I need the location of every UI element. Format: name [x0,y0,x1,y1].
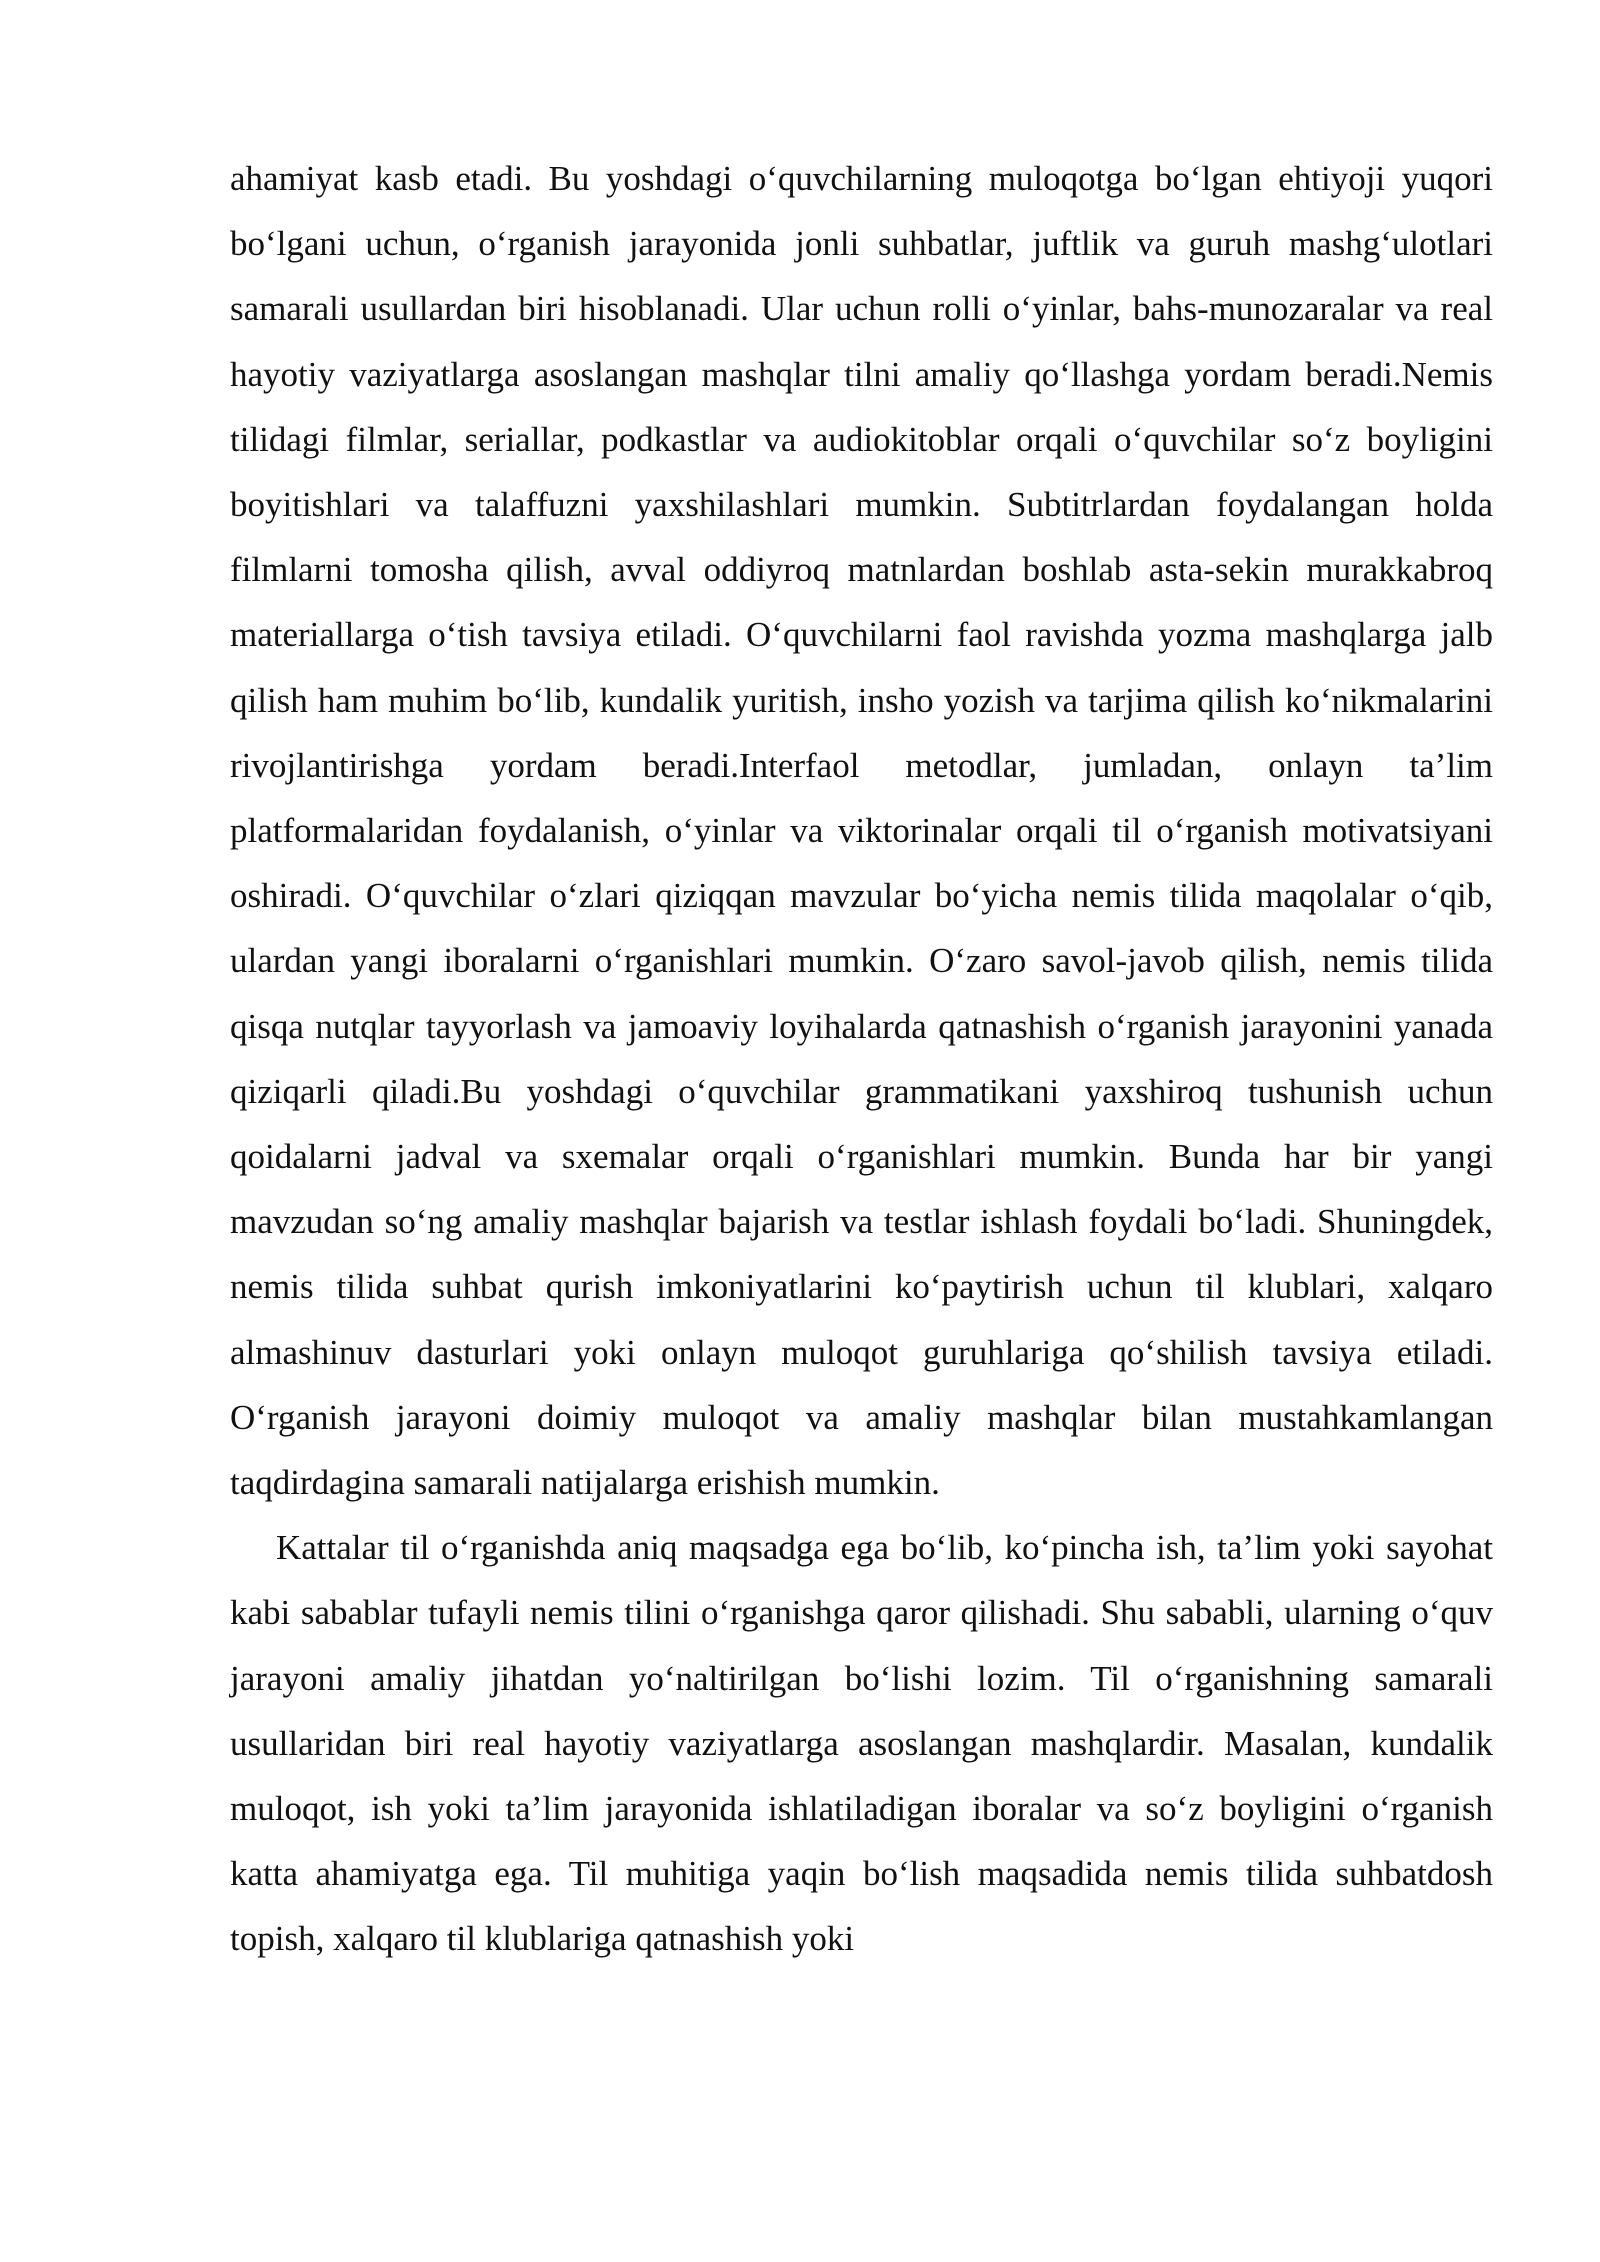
paragraph-adults: Kattalar til o‘rganishda aniq maqsadga ega bo‘lib, ko‘pincha ish, ta’lim yoki sayohat kabi sabablar tufayli nemis tilini o‘rganishga qaror qilishadi. Shu sababli, ularning o‘quv jarayoni amaliy jihatdan yo‘naltirilgan bo‘lishi lozim. Til o‘rganishning samarali usullaridan biri real hayotiy vaziyatlarga asoslangan mashqlardir. Masalan, kundalik muloqot, ish yoki ta’lim jarayonida ishlatiladigan iboralar va so‘z boyligini o‘rganish katta ahamiyatga ega. Til muhitiga yaqin bo‘lish maqsadida nemis tilida suhbatdosh topish, xalqaro til klublariga qatnashish yoki [230,1528,1493,1959]
body-text [230,146,1493,1972]
paragraph-continued: ahamiyat kasb etadi. Bu yoshdagi o‘quvchilarning muloqotga bo‘lgan ehtiyoji yuqori bo‘lgani uchun, o‘rganish jarayonida jonli suhbatlar, juftlik va guruh mashg‘ulotlari samarali usullardan biri hisoblanadi. Ular uchun rolli o‘yinlar, bahs-munozaralar va real hayotiy vaziyatlarga asoslangan mashqlar tilni amaliy qo‘llashga yordam beradi.Nemis tilidagi filmlar, seriallar, podkastlar va audiokitoblar orqali o‘quvchilar so‘z boyligini boyitishlari va talaffuzni yaxshilashlari mumkin. Subtitrlardan foydalangan holda filmlarni tomosha qilish, avval oddiyroq matnlardan boshlab asta-sekin murakkabroq materiallarga o‘tish tavsiya etiladi. O‘quvchilarni faol ravishda yozma mashqlarga jalb qilish ham muhim bo‘lib, kundalik yuritish, insho yozish va tarjima qilish ko‘nikmalarini rivojlantirishga yordam beradi.Interfaol metodlar, jumladan, onlayn ta’lim platformalaridan foydalanish, o‘yinlar va viktorinalar orqali til o‘rganish motivatsiyani oshiradi. O‘quvchilar o‘zlari qiziqqan mavzular bo‘yicha nemis tilida maqolalar o‘qib, ulardan yangi iboralarni o‘rganishlari mumkin. O‘zaro savol-javob qilish, nemis tilida qisqa nutqlar tayyorlash va jamoaviy loyihalarda qatnashish o‘rganish jarayonini yanada qiziqarli qiladi.Bu yoshdagi o‘quvchilar grammatikani yaxshiroq tushunish uchun qoidalarni jadval va sxemalar orqali o‘rganishlari mumkin. Bunda har bir yangi mavzudan so‘ng amaliy mashqlar bajarish va testlar ishlash foydali bo‘ladi. Shuningdek, nemis tilida suhbat qurish imkoniyatlarini ko‘paytirish uchun til klublari, xalqaro almashinuv dasturlari yoki onlayn muloqot guruhlariga qo‘shilish tavsiya etiladi. O‘rganish jarayoni doimiy muloqot va amaliy mashqlar bilan mustahkamlangan taqdirdagina samarali natijalarga erishish mumkin. [230,159,1493,1503]
